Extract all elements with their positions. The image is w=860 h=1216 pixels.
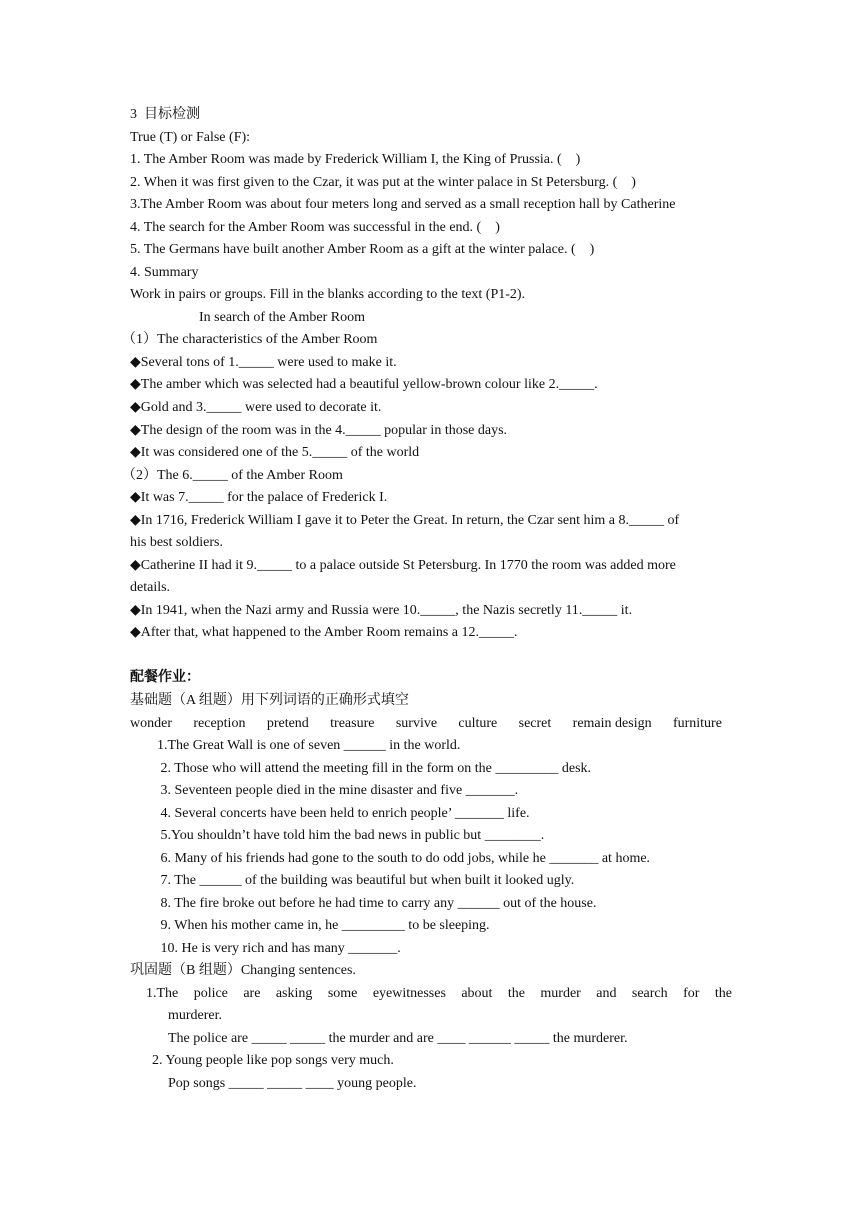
b1-word: are: [243, 986, 261, 1001]
group-a-heading: 基础题（A 组题）用下列词语的正确形式填空: [130, 693, 409, 708]
b1-word: 1.The: [146, 986, 179, 1001]
a-item-8: 8. The fire broke out before he had time to carry any ______ out of the house.: [157, 896, 597, 911]
b1-word: the: [507, 986, 525, 1001]
part2-item-3-cont: details.: [130, 580, 171, 595]
b-item-2-answer: Pop songs _____ _____ ____ young people.: [168, 1076, 417, 1091]
part2-item-2: ◆In 1716, Frederick William I gave it to Peter the Great. In return, the Czar sent him a 8._____ of: [130, 513, 680, 528]
tf-item-2: 2. When it was first given to the Czar, it was put at the winter palace in St Petersburg. ( ): [130, 175, 636, 190]
b1-word: some: [327, 986, 358, 1001]
word-bank-item: survive: [395, 716, 438, 731]
part1-item-3: ◆Gold and 3._____ were used to decorate it.: [130, 400, 382, 415]
part1-item-1: ◆Several tons of 1._____ were used to make it.: [130, 355, 397, 370]
section-heading-3: 3 目标检测: [130, 107, 200, 122]
b1-word: murder: [540, 986, 581, 1001]
b-item-2-question: 2. Young people like pop songs very much.: [152, 1053, 394, 1068]
a-item-3: 3. Seventeen people died in the mine disaster and five _______.: [157, 783, 519, 798]
a-item-10: 10. He is very rich and has many _______.: [157, 941, 401, 956]
word-bank-item: wonder: [130, 716, 172, 731]
b1-word: eyewitnesses: [372, 986, 446, 1001]
section-heading-4: 4. Summary: [130, 265, 199, 280]
a-item-6: 6. Many of his friends had gone to the south to do odd jobs, while he _______ at home.: [157, 851, 651, 866]
a-item-2: 2. Those who will attend the meeting fill in the form on the _________ desk.: [157, 761, 592, 776]
part1-item-2: ◆The amber which was selected had a beautiful yellow-brown colour like 2._____.: [130, 377, 598, 392]
b1-word: for: [683, 986, 700, 1001]
word-bank-item: treasure: [330, 716, 375, 731]
homework-heading: 配餐作业：: [130, 670, 200, 685]
word-bank-item: secret: [518, 716, 552, 731]
tf-item-3: 3.The Amber Room was about four meters long and served as a small reception hall by Catherine: [130, 197, 676, 212]
word-bank: [130, 715, 722, 733]
tf-item-5: 5. The Germans have built another Amber Room as a gift at the winter palace. ( ): [130, 242, 595, 257]
tf-item-4: 4. The search for the Amber Room was successful in the end. ( ): [130, 220, 500, 235]
word-bank-item: reception: [193, 716, 246, 731]
part2-item-4: ◆In 1941, when the Nazi army and Russia were 10._____, the Nazis secretly 11._____ it.: [130, 603, 633, 618]
tf-item-1: 1. The Amber Room was made by Frederick William I, the King of Prussia. ( ): [130, 152, 581, 167]
part2-item-3: ◆Catherine II had it 9._____ to a palace outside St Petersburg. In 1770 the room was added more: [130, 558, 676, 573]
part1-item-4: ◆The design of the room was in the 4._____ popular in those days.: [130, 423, 508, 438]
b1-word: asking: [275, 986, 313, 1001]
group-b-heading: 巩固题（B 组题）Changing sentences.: [130, 963, 356, 978]
word-bank-item: pretend: [266, 716, 309, 731]
part1-heading: （1）The characteristics of the Amber Room: [122, 332, 378, 347]
summary-instruction: Work in pairs or groups. Fill in the blanks according to the text (P1-2).: [130, 287, 526, 302]
a-item-7: 7. The ______ of the building was beautiful but when built it looked ugly.: [157, 873, 575, 888]
summary-title: In search of the Amber Room: [199, 310, 366, 325]
b1-word: the: [714, 986, 732, 1001]
b1-word: and: [596, 986, 617, 1001]
part2-heading: （2）The 6._____ of the Amber Room: [122, 468, 343, 483]
b1-word: about: [461, 986, 493, 1001]
word-bank-item: remain design: [572, 716, 652, 731]
part2-item-1: ◆It was 7._____ for the palace of Frederick I.: [130, 490, 388, 505]
part2-item-2-cont: his best soldiers.: [130, 535, 223, 550]
word-bank-item: culture: [458, 716, 498, 731]
a-item-1: 1.The Great Wall is one of seven ______ in the world.: [157, 738, 461, 753]
word-bank-item: furniture: [672, 716, 722, 731]
a-item-9: 9. When his mother came in, he _________ to be sleeping.: [157, 918, 490, 933]
b1-word: search: [631, 986, 668, 1001]
a-item-4: 4. Several concerts have been held to enrich people’ _______ life.: [157, 806, 530, 821]
a-item-5: 5.You shouldn’t have told him the bad news in public but ________.: [157, 828, 545, 843]
b-item-1-cont: murderer.: [168, 1008, 223, 1023]
b-item-1-answer: The police are _____ _____ the murder and are ____ ______ _____ the murderer.: [168, 1031, 628, 1046]
true-false-title: True (T) or False (F):: [130, 130, 251, 145]
b-item-1-question: [146, 985, 732, 1003]
b1-word: police: [193, 986, 228, 1001]
part2-item-5: ◆After that, what happened to the Amber Room remains a 12._____.: [130, 625, 518, 640]
part1-item-5: ◆It was considered one of the 5._____ of the world: [130, 445, 420, 460]
